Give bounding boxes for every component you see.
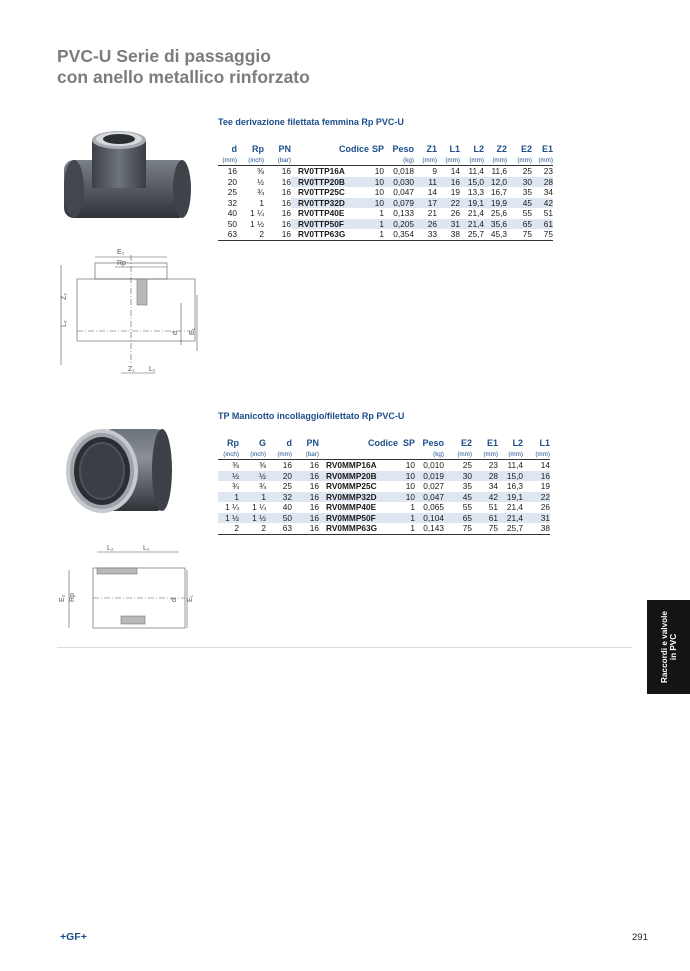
table-cell: 12,0 bbox=[484, 177, 507, 188]
table-cell: 0,354 bbox=[384, 229, 414, 240]
table-cell: 25 bbox=[522, 166, 532, 176]
table-cell: 25,7 bbox=[460, 229, 484, 240]
table-cell: 1 bbox=[398, 523, 415, 534]
side-tab-line-1: Raccordi e valvole bbox=[659, 611, 669, 683]
table-cell: 21,4 bbox=[460, 219, 484, 230]
table-row bbox=[218, 460, 550, 471]
drawing-label-e2: E₂ bbox=[117, 249, 125, 256]
col-header: PN bbox=[306, 438, 319, 448]
side-tab-line-2: in PVC bbox=[668, 633, 678, 661]
table-units-row bbox=[218, 155, 553, 166]
table-cell: 16,7 bbox=[490, 187, 507, 197]
table-cell: 1 bbox=[410, 502, 415, 512]
table-cell: 1 bbox=[379, 208, 384, 218]
table-cell: 21,4 bbox=[498, 513, 523, 524]
col-header: SP bbox=[402, 438, 415, 448]
table-cell: 1 bbox=[218, 492, 239, 503]
section-title-manicotto: TP Manicotto incollaggio/filettato Rp PVC-U bbox=[218, 411, 405, 421]
drawing-label-d: d bbox=[171, 598, 178, 602]
col-header: E1 bbox=[486, 438, 498, 448]
table-row bbox=[218, 492, 550, 503]
unit-cell: (inch) bbox=[239, 449, 266, 460]
product-code-cell: RV0TTP20B bbox=[291, 177, 369, 188]
drawing-label-e1: E₁ bbox=[189, 327, 196, 335]
table-cell: 75 bbox=[444, 523, 472, 534]
table-cell: 11 bbox=[414, 177, 437, 188]
table-cell: 63 bbox=[266, 523, 292, 534]
table-cell: 61 bbox=[472, 513, 498, 524]
col-header: d bbox=[231, 144, 237, 154]
table-cell: 10 bbox=[398, 471, 415, 482]
table-cell: 11,6 bbox=[491, 166, 507, 176]
table-cell: 16 bbox=[292, 471, 319, 482]
table-cell: 0,019 bbox=[415, 471, 444, 482]
section-divider bbox=[57, 647, 632, 648]
table-cell: ½ bbox=[239, 471, 266, 482]
table-cell: 16 bbox=[292, 492, 319, 503]
table-cell: 21 bbox=[427, 208, 437, 218]
table-cell: 16 bbox=[281, 187, 291, 197]
unit-cell: (mm) bbox=[472, 449, 498, 460]
product-code-cell: RV0TTP25C bbox=[298, 187, 345, 197]
table-cell: 0,143 bbox=[415, 523, 444, 534]
table-cell: ¾ bbox=[232, 481, 239, 491]
table-cell: 22 bbox=[523, 492, 550, 503]
col-header: L1 bbox=[539, 438, 550, 448]
table-cell: 40 bbox=[227, 208, 237, 218]
page-title bbox=[57, 46, 310, 88]
table-row bbox=[218, 471, 550, 482]
page-title-line-1: PVC-U Serie di passaggio bbox=[57, 46, 271, 66]
unit-cell bbox=[291, 155, 369, 166]
table-cell: 16 bbox=[282, 460, 292, 470]
table-cell: 32 bbox=[266, 492, 292, 503]
table-cell: 30 bbox=[444, 471, 472, 482]
table-cell: 16 bbox=[309, 481, 319, 491]
table-cell: 31 bbox=[523, 513, 550, 524]
drawing-label-z2: Z₂ bbox=[61, 293, 68, 300]
table-cell: 16 bbox=[309, 502, 319, 512]
table-cell: 26 bbox=[540, 502, 550, 512]
table-cell: ½ bbox=[257, 176, 264, 187]
table-cell: 16 bbox=[523, 471, 550, 482]
unit-cell: (mm) bbox=[266, 449, 292, 460]
table-row bbox=[218, 208, 553, 219]
drawing-label-d: d bbox=[172, 331, 179, 335]
table-cell: 38 bbox=[437, 229, 460, 240]
col-header: L1 bbox=[449, 144, 460, 154]
table-cell: 51 bbox=[543, 208, 553, 218]
table-row bbox=[218, 198, 553, 209]
table-row bbox=[218, 513, 550, 524]
table-cell: 23 bbox=[488, 460, 498, 470]
table-cell: 1 bbox=[259, 197, 264, 208]
col-header: E1 bbox=[541, 144, 553, 154]
table-cell: 16 bbox=[309, 460, 319, 470]
table-cell: 40 bbox=[282, 502, 292, 512]
table-cell: 23 bbox=[543, 166, 553, 176]
table-cell: 13,3 bbox=[467, 187, 484, 197]
product-code-cell: RV0MMP20B bbox=[319, 471, 398, 482]
table-cell: 34 bbox=[488, 481, 498, 491]
table-cell: 16 bbox=[281, 176, 291, 187]
table-cell: 14 bbox=[427, 187, 437, 197]
unit-cell: (mm) bbox=[532, 155, 553, 166]
table-cell: 31 bbox=[437, 219, 460, 230]
page-number: 291 bbox=[632, 932, 648, 943]
table-cell: 35,6 bbox=[484, 219, 507, 230]
table-cell: 34 bbox=[543, 187, 553, 197]
table-units-row bbox=[218, 449, 550, 460]
table-cell: 65 bbox=[444, 513, 472, 524]
table-cell: 16 bbox=[292, 513, 319, 524]
table-cell: 1 bbox=[398, 513, 415, 524]
table-cell: 11,4 bbox=[468, 166, 484, 176]
col-header: L2 bbox=[512, 438, 523, 448]
table-cell: 10 bbox=[374, 187, 384, 197]
drawing-label-l2: L₂ bbox=[61, 320, 68, 327]
table-cell: 19,1 bbox=[498, 492, 523, 503]
table-cell: 0,205 bbox=[384, 219, 414, 230]
unit-cell: (mm) bbox=[414, 155, 437, 166]
table-cell: 10 bbox=[405, 481, 415, 491]
table-cell: 0,010 bbox=[423, 460, 444, 470]
table-cell: 33 bbox=[414, 229, 437, 240]
table-cell: 28 bbox=[532, 177, 553, 188]
table-cell: 75 bbox=[472, 523, 498, 534]
table-cell: 2 bbox=[218, 523, 239, 534]
table-cell: 21,4 bbox=[467, 208, 484, 218]
coupling-technical-drawing bbox=[55, 540, 195, 635]
table-cell: 35 bbox=[462, 481, 472, 491]
table-cell: ¾ bbox=[259, 481, 266, 491]
product-code-cell: RV0MMP25C bbox=[326, 481, 377, 491]
table-cell: 50 bbox=[266, 513, 292, 524]
table-cell: ½ bbox=[218, 471, 239, 482]
product-code-cell: RV0TTP50F bbox=[291, 219, 369, 230]
col-header: Rp bbox=[252, 144, 264, 154]
unit-cell bbox=[398, 449, 415, 460]
table-cell: 14 bbox=[540, 460, 550, 470]
product-code-cell: RV0MMP32D bbox=[319, 492, 398, 503]
table-cell: 25,7 bbox=[498, 523, 523, 534]
tee-fitting-photo bbox=[62, 128, 194, 230]
table-cell: 51 bbox=[488, 502, 498, 512]
col-header: Codice bbox=[367, 438, 398, 448]
table-cell: ⅜ bbox=[232, 460, 239, 470]
table-cell: 42 bbox=[472, 492, 498, 503]
gf-logo: +GF+ bbox=[60, 931, 87, 943]
table-row bbox=[218, 177, 553, 188]
table-cell: 15,0 bbox=[498, 471, 523, 482]
table-cell: 45,3 bbox=[484, 229, 507, 240]
table-cell: 0,133 bbox=[393, 208, 414, 218]
table-cell: 1 ¼ bbox=[225, 502, 239, 512]
product-code-cell: RV0MMP50F bbox=[319, 513, 398, 524]
coupling-photo bbox=[62, 423, 176, 519]
product-code-cell: RV0MMP16A bbox=[326, 460, 377, 470]
table-cell: 16 bbox=[281, 208, 291, 218]
table-cell: 0,047 bbox=[415, 492, 444, 503]
table-row bbox=[218, 187, 553, 198]
table-cell: 28 bbox=[472, 471, 498, 482]
table-cell: 32 bbox=[227, 197, 237, 208]
table-cell: 75 bbox=[532, 229, 553, 240]
table-cell: 1 ½ bbox=[250, 218, 264, 229]
table-cell: 19,1 bbox=[460, 198, 484, 209]
unit-cell: (mm) bbox=[444, 449, 472, 460]
col-header: Peso bbox=[422, 438, 444, 448]
table-cell: 45 bbox=[444, 492, 472, 503]
unit-cell: (kg) bbox=[384, 155, 414, 166]
table-cell: 0,065 bbox=[423, 502, 444, 512]
table-cell: 25 bbox=[462, 460, 472, 470]
unit-cell bbox=[369, 155, 384, 166]
col-header: SP bbox=[371, 144, 384, 154]
table-cell: 17 bbox=[414, 198, 437, 209]
unit-cell: (mm) bbox=[507, 155, 532, 166]
col-header: E2 bbox=[520, 144, 532, 154]
col-header: Z2 bbox=[496, 144, 507, 154]
unit-cell bbox=[319, 449, 398, 460]
unit-cell: (inch) bbox=[218, 449, 239, 460]
table-cell: 19 bbox=[450, 187, 460, 197]
col-header: Z1 bbox=[426, 144, 437, 154]
drawing-label-l1: L₁ bbox=[149, 366, 156, 373]
table-cell: 16 bbox=[292, 523, 319, 534]
unit-cell: (inch) bbox=[237, 155, 264, 166]
table-cell: 45 bbox=[507, 198, 532, 209]
table-cell: 10 bbox=[369, 198, 384, 209]
table-cell: 0,027 bbox=[423, 481, 444, 491]
table-cell: 2 bbox=[239, 523, 266, 534]
product-code-cell: RV0TTP32D bbox=[291, 198, 369, 209]
drawing-label-rp: Rp bbox=[69, 593, 76, 602]
unit-cell: (mm) bbox=[498, 449, 523, 460]
table-cell: 10 bbox=[369, 177, 384, 188]
side-tab-label bbox=[660, 611, 678, 683]
product-code-cell: RV0MMP40E bbox=[326, 502, 377, 512]
table-cell: 63 bbox=[218, 229, 237, 240]
product-code-cell: RV0MMP63G bbox=[319, 523, 398, 534]
table-cell: 26 bbox=[450, 208, 460, 218]
table-cell: 55 bbox=[522, 208, 532, 218]
table-cell: 1 ¼ bbox=[252, 502, 266, 512]
table-cell: 55 bbox=[462, 502, 472, 512]
table-cell: 75 bbox=[507, 229, 532, 240]
table-cell: 30 bbox=[507, 177, 532, 188]
col-header: Rp bbox=[227, 438, 239, 448]
table-cell: 2 bbox=[237, 229, 264, 240]
table-row bbox=[218, 502, 550, 513]
table-cell: 1 ½ bbox=[239, 513, 266, 524]
table-cell: 21,4 bbox=[506, 502, 523, 512]
table-cell: 19,9 bbox=[484, 198, 507, 209]
unit-cell: (mm) bbox=[484, 155, 507, 166]
table-cell: 38 bbox=[523, 523, 550, 534]
col-header: E2 bbox=[460, 438, 472, 448]
unit-cell: (mm) bbox=[460, 155, 484, 166]
table-cell: 14 bbox=[450, 166, 460, 176]
page-title-line-2: con anello metallico rinforzato bbox=[57, 67, 310, 87]
table-cell: 16,3 bbox=[506, 481, 523, 491]
table-cell: 1 bbox=[369, 219, 384, 230]
drawing-label-z1: Z₁ bbox=[128, 366, 135, 373]
table-cell: 16 bbox=[281, 166, 291, 176]
col-header: PN bbox=[278, 144, 291, 154]
table-cell: 25 bbox=[227, 187, 237, 197]
table-row bbox=[218, 523, 550, 534]
table-cell: 26 bbox=[414, 219, 437, 230]
drawing-label-e1: E₁ bbox=[187, 594, 194, 602]
table-cell: 0,018 bbox=[393, 166, 414, 176]
table-cell: 16 bbox=[264, 229, 291, 240]
table-cell: 35 bbox=[522, 187, 532, 197]
table-cell: 1 ¼ bbox=[250, 208, 264, 218]
table-row bbox=[218, 219, 553, 230]
table-cell: 0,104 bbox=[415, 513, 444, 524]
table-cell: 20 bbox=[227, 176, 237, 187]
table-cell: 1 ½ bbox=[218, 513, 239, 524]
table-cell: 16 bbox=[281, 197, 291, 208]
table-cell: 0,079 bbox=[384, 198, 414, 209]
table-cell: 11,4 bbox=[507, 460, 523, 470]
table-cell: 10 bbox=[405, 460, 415, 470]
col-header: Codice bbox=[338, 144, 369, 154]
table-cell: 50 bbox=[227, 218, 237, 229]
drawing-label-l1: L₁ bbox=[143, 545, 150, 552]
product-code-cell: RV0TTP63G bbox=[291, 229, 369, 240]
table-cell: ⅜ bbox=[257, 166, 264, 176]
drawing-label-l2: L₂ bbox=[107, 545, 114, 552]
table-header-row bbox=[218, 437, 550, 449]
tee-technical-drawing bbox=[55, 245, 203, 380]
col-header: G bbox=[258, 438, 266, 448]
table-cell: 42 bbox=[532, 198, 553, 209]
table-cell: 10 bbox=[398, 492, 415, 503]
table-cell: 16 bbox=[227, 166, 237, 176]
table-cell: 16 bbox=[437, 177, 460, 188]
table-header-row bbox=[218, 143, 553, 155]
tee-spec-table bbox=[218, 143, 553, 241]
coupling-spec-table bbox=[218, 437, 550, 535]
unit-cell: (mm) bbox=[437, 155, 460, 166]
col-header: Peso bbox=[392, 144, 414, 154]
product-code-cell: RV0TTP40E bbox=[298, 208, 345, 218]
unit-cell: (mm) bbox=[218, 155, 237, 166]
table-cell: 25 bbox=[282, 481, 292, 491]
table-cell: 16 bbox=[281, 218, 291, 229]
table-cell: 15,0 bbox=[460, 177, 484, 188]
table-cell: 25,6 bbox=[490, 208, 507, 218]
table-cell: 20 bbox=[266, 471, 292, 482]
table-cell: 19 bbox=[540, 481, 550, 491]
table-cell: 61 bbox=[532, 219, 553, 230]
table-cell: 9 bbox=[432, 166, 437, 176]
table-cell: ¾ bbox=[257, 187, 264, 197]
unit-cell: (bar) bbox=[264, 155, 291, 166]
product-code-cell: RV0TTP16A bbox=[298, 166, 345, 176]
table-cell: 1 bbox=[369, 229, 384, 240]
table-cell: 0,030 bbox=[384, 177, 414, 188]
table-cell: 22 bbox=[437, 198, 460, 209]
table-cell: ⅜ bbox=[259, 460, 266, 470]
unit-cell: (bar) bbox=[292, 449, 319, 460]
unit-cell: (kg) bbox=[415, 449, 444, 460]
section-title-tee: Tee derivazione filettata femmina Rp PVC-U bbox=[218, 117, 404, 127]
col-header: L2 bbox=[473, 144, 484, 154]
table-cell: 10 bbox=[374, 166, 384, 176]
table-cell: 0,047 bbox=[393, 187, 414, 197]
drawing-label-e2: E₂ bbox=[59, 594, 66, 602]
table-cell: 1 bbox=[239, 492, 266, 503]
unit-cell: (mm) bbox=[523, 449, 550, 460]
table-row bbox=[218, 481, 550, 492]
table-row bbox=[218, 166, 553, 177]
side-tab bbox=[647, 600, 690, 694]
table-row bbox=[218, 229, 553, 240]
drawing-label-rp: Rp bbox=[117, 260, 126, 267]
col-header: d bbox=[286, 438, 292, 448]
table-cell: 65 bbox=[507, 219, 532, 230]
